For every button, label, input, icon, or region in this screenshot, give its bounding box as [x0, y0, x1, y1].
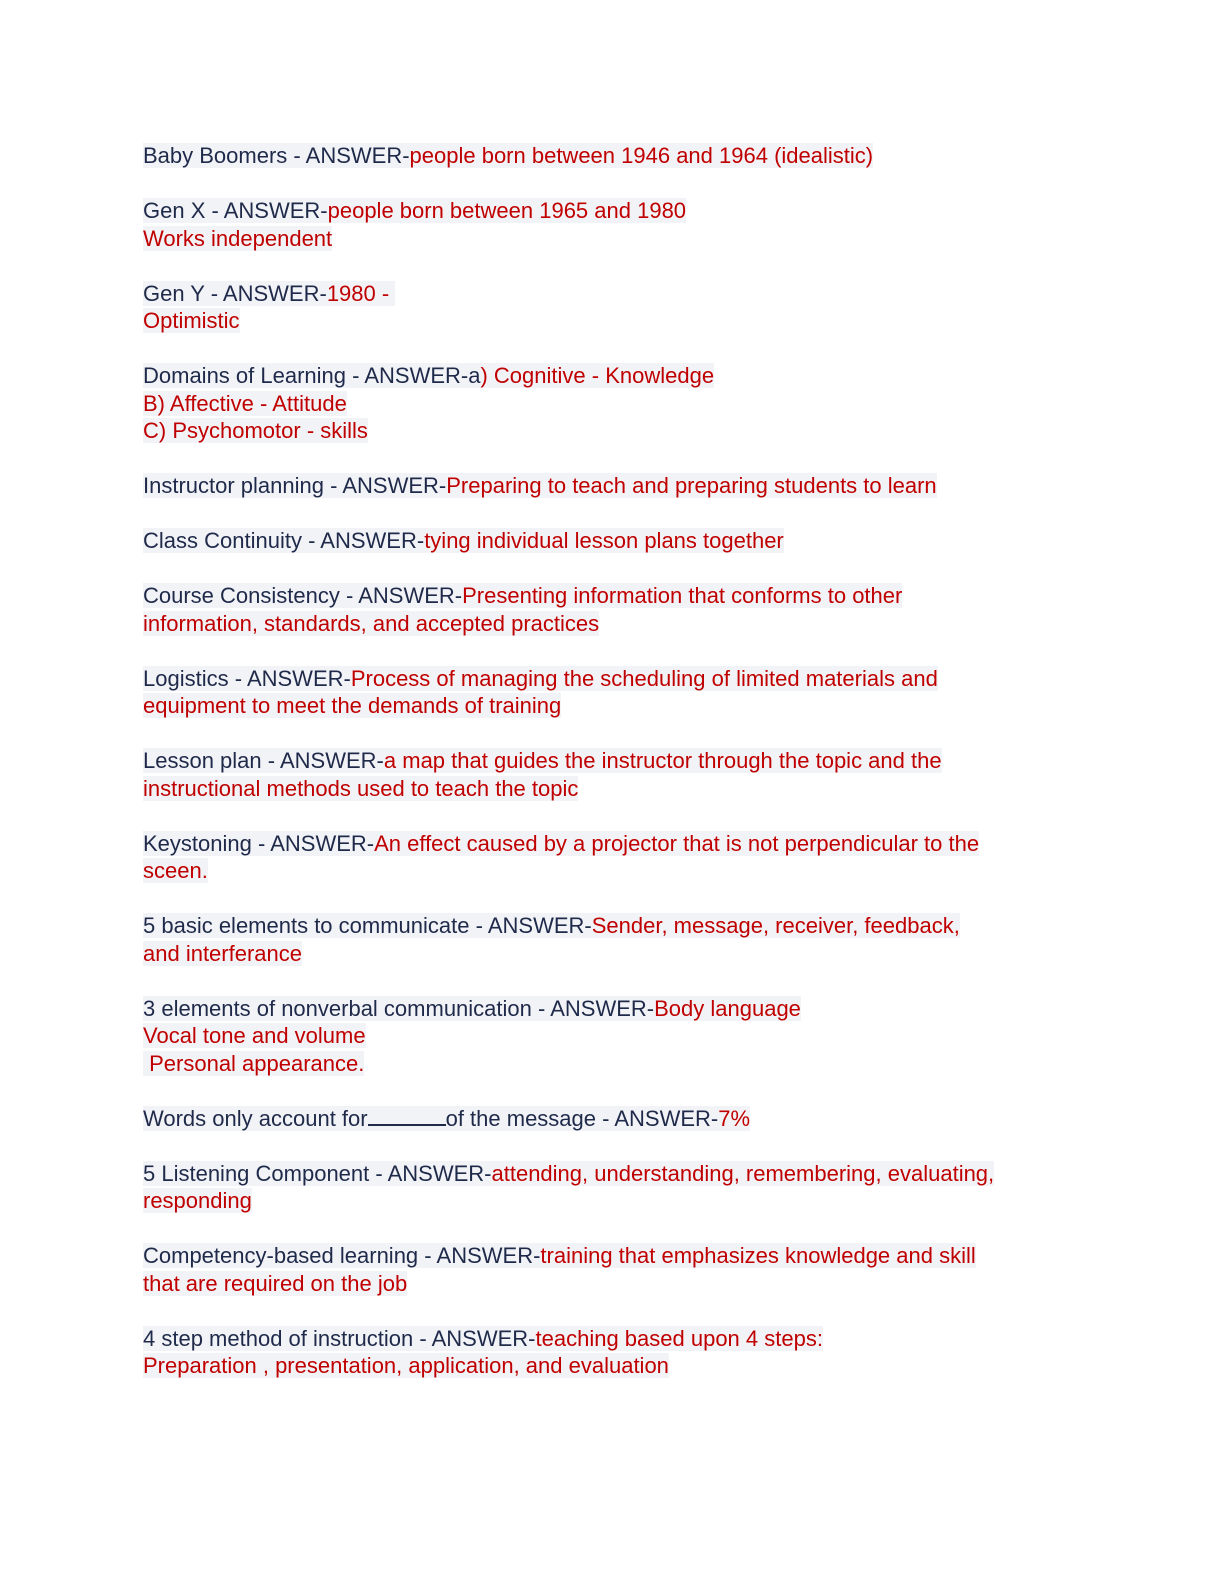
answer-text: An effect caused by a projector that is not perpendicular to the	[374, 830, 980, 856]
answer-text: a map that guides the instructor through the topic and the	[383, 748, 942, 773]
entry-term: Keystoning	[143, 830, 252, 856]
answer-label: ANSWER-	[550, 995, 655, 1021]
flashcard-entry	[143, 995, 1083, 1078]
answer-text: and interferance	[143, 940, 302, 966]
answer-text: Preparation , presentation, application, and evaluation	[143, 1353, 669, 1378]
entry-term: 3 elements of nonverbal communication	[143, 995, 532, 1021]
entry-term: Words only account for	[143, 1105, 368, 1131]
entry-term: Gen Y	[143, 280, 205, 306]
entry-term: 5 basic elements to communicate	[143, 913, 470, 938]
flashcard-entry	[143, 527, 1083, 555]
entry-term: Instructor planning	[143, 473, 324, 498]
answer-text: Body language	[654, 995, 801, 1021]
answer-text: B) Affective - Attitude	[143, 390, 347, 416]
answer-text: Personal appearance.	[143, 1050, 365, 1076]
answer-text: information, standards, and accepted practices	[143, 610, 600, 636]
fill-in-blank	[368, 1106, 446, 1126]
entry-separator: -	[418, 1243, 437, 1268]
entry-separator: -	[346, 363, 365, 388]
answer-text: people born between 1965 and 1980	[327, 198, 687, 223]
answer-label: ANSWER-	[436, 1243, 541, 1268]
flashcard-entry	[143, 582, 1083, 637]
entry-term: 4 step method of instruction	[143, 1325, 414, 1351]
flashcard-entry	[143, 912, 1083, 967]
entry-term: Lesson plan	[143, 748, 262, 773]
answer-label: ANSWER-	[358, 583, 463, 608]
answer-text: Vocal tone and volume	[143, 1023, 366, 1048]
flashcard-entry	[143, 472, 1083, 500]
answer-text: people born between 1946 and 1964 (idealistic)	[409, 143, 874, 168]
entry-separator: -	[287, 143, 306, 168]
answer-text: 7%	[718, 1105, 751, 1131]
flashcard-entry	[143, 362, 1083, 445]
answer-label: ANSWER-	[223, 198, 328, 223]
flashcard-entry	[143, 665, 1083, 720]
document-page	[143, 142, 1083, 1407]
flashcard-entry	[143, 830, 1083, 885]
answer-text: 1980 -	[326, 280, 396, 306]
entry-separator: -	[369, 1160, 388, 1186]
answer-text: responding	[143, 1188, 252, 1213]
entry-separator: -	[324, 473, 343, 498]
entry-separator: -	[261, 748, 280, 773]
answer-label: ANSWER-	[305, 143, 410, 168]
entry-separator: -	[596, 1105, 615, 1131]
flashcard-entry	[143, 1160, 1083, 1215]
answer-label: ANSWER-	[280, 748, 384, 773]
answer-text: training that emphasizes knowledge and skill	[540, 1243, 976, 1268]
answer-label: ANSWER-	[320, 528, 425, 553]
answer-text: Presenting information that conforms to other	[462, 583, 903, 608]
answer-text: that are required on the job	[143, 1270, 408, 1296]
entry-separator: -	[228, 665, 247, 691]
answer-label: ANSWER-	[342, 473, 447, 498]
entry-term-after-blank: of the message	[445, 1105, 597, 1131]
flashcard-entry	[143, 142, 1083, 170]
answer-text: attending, understanding, remembering, evaluating,	[491, 1160, 995, 1186]
entry-separator: -	[204, 280, 223, 306]
answer-text: teaching based upon 4 steps:	[535, 1325, 823, 1351]
entry-separator: -	[413, 1325, 432, 1351]
entry-term: Course Consistency	[143, 583, 340, 608]
entry-separator: -	[531, 995, 551, 1021]
answer-label: ANSWER-	[387, 1160, 492, 1186]
answer-text: C) Psychomotor - skills	[143, 418, 368, 443]
entry-separator: -	[339, 583, 359, 608]
flashcard-entry	[143, 1105, 1083, 1133]
answer-label: ANSWER-	[487, 913, 592, 938]
answer-text: tying individual lesson plans together	[424, 528, 784, 553]
answer-label: ANSWER-a	[364, 363, 481, 388]
entry-term: 5 Listening Component	[143, 1160, 370, 1186]
answer-label: ANSWER-	[246, 665, 351, 691]
flashcard-entry	[143, 280, 1083, 335]
answer-label: ANSWER-	[431, 1325, 536, 1351]
answer-text: ) Cognitive - Knowledge	[480, 363, 715, 388]
answer-text: Optimistic	[143, 308, 240, 333]
answer-label: ANSWER-	[222, 280, 327, 306]
entry-term: Gen X	[143, 198, 206, 223]
flashcard-entry	[143, 1325, 1083, 1380]
entry-separator: -	[205, 198, 224, 223]
answer-label: ANSWER-	[614, 1105, 719, 1131]
entry-separator: -	[301, 528, 321, 553]
entry-term: Logistics	[143, 665, 229, 691]
entry-separator: -	[469, 913, 488, 938]
answer-text: instructional methods used to teach the topic	[143, 775, 579, 801]
answer-label: ANSWER-	[270, 830, 375, 856]
answer-text: Works independent	[143, 225, 333, 251]
entry-separator: -	[251, 830, 271, 856]
answer-text: Preparing to teach and preparing students to learn	[446, 473, 937, 498]
flashcard-entry	[143, 1242, 1083, 1297]
flashcard-entry	[143, 747, 1083, 802]
answer-text: equipment to meet the demands of training	[143, 693, 562, 718]
flashcard-entry	[143, 197, 1083, 252]
answer-text: sceen.	[143, 858, 208, 883]
entry-term: Competency-based learning	[143, 1243, 419, 1268]
entry-term: Domains of Learning	[143, 363, 347, 388]
answer-text: Process of managing the scheduling of limited materials and	[350, 665, 938, 691]
answer-text: Sender, message, receiver, feedback,	[591, 913, 960, 938]
entry-term: Baby Boomers	[143, 143, 288, 168]
entry-term: Class Continuity	[143, 528, 302, 553]
